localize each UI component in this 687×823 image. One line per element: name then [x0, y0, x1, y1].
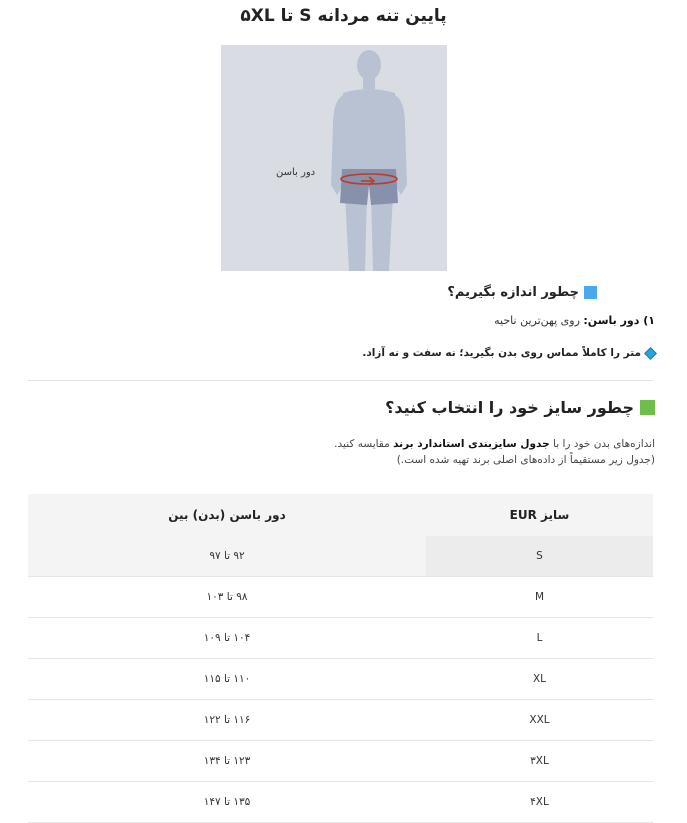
- size-cell: ۳XL: [530, 755, 549, 767]
- body-figure: [221, 45, 447, 271]
- header-hip: دور باسن (بدن) بین: [168, 508, 286, 522]
- hip-label: دور باسن: [276, 167, 316, 178]
- measure-heading: [447, 285, 597, 300]
- table-row: [28, 618, 653, 659]
- body-silhouette: [221, 45, 447, 271]
- table-row: [28, 782, 653, 823]
- table-row: [28, 741, 653, 782]
- choose-description: [334, 436, 655, 468]
- choose-line1-bold: جدول سایزبندی استاندارد برند: [393, 438, 550, 450]
- table-row: [28, 659, 653, 700]
- blue-diamond-icon: [644, 347, 657, 360]
- table-header-row: [28, 494, 653, 536]
- hip-cell: ۱۰۴ تا ۱۰۹: [203, 632, 251, 644]
- measure-item-text: روی پهن‌ترین ناحیه: [494, 314, 584, 327]
- section-divider: [28, 380, 653, 381]
- size-cell: XL: [532, 673, 547, 685]
- size-cell: XXL: [529, 714, 550, 726]
- table-row: [28, 577, 653, 618]
- size-cell: S: [426, 536, 653, 576]
- hip-cell: ۹۸ تا ۱۰۳: [206, 591, 248, 603]
- header-size: سایز EUR: [509, 508, 570, 522]
- choose-heading-text: چطور سایز خود را انتخاب کنید؟: [385, 398, 634, 417]
- hip-cell: ۱۲۳ تا ۱۳۴: [203, 755, 251, 767]
- choose-line2: (جدول زیر مستقیماً از داده‌های اصلی برند تهیه شده است.): [396, 454, 655, 466]
- measure-tip: [362, 347, 655, 359]
- choose-line1-pre: اندازه‌های بدن خود را با: [549, 438, 655, 450]
- size-cell: M: [534, 591, 545, 603]
- measure-heading-text: چطور اندازه بگیریم؟: [447, 285, 579, 300]
- table-row: [28, 536, 653, 577]
- measure-tip-text: متر را کاملاً مماس روی بدن بگیرید؛ نه سفت و نه آزاد.: [362, 347, 641, 359]
- hip-cell: ۹۲ تا ۹۷: [209, 550, 245, 562]
- size-cell: ۴XL: [530, 796, 549, 808]
- measure-instruction: [494, 314, 655, 327]
- size-cell: L: [536, 632, 543, 644]
- page-title: پایین تنه مردانه S تا ۵XL: [240, 6, 447, 26]
- choose-heading: [385, 398, 655, 417]
- choose-line1-post: مقایسه کنید.: [334, 438, 394, 450]
- hip-cell: ۱۳۵ تا ۱۴۷: [203, 796, 251, 808]
- table-row: [28, 700, 653, 741]
- blue-square-icon: [584, 286, 597, 299]
- size-table: [28, 494, 653, 823]
- green-square-icon: [640, 400, 655, 415]
- hip-cell: ۱۱۶ تا ۱۲۲: [203, 714, 251, 726]
- measure-item-label: ۱) دور باسن:: [583, 314, 655, 327]
- hip-cell: ۱۱۰ تا ۱۱۵: [203, 673, 251, 685]
